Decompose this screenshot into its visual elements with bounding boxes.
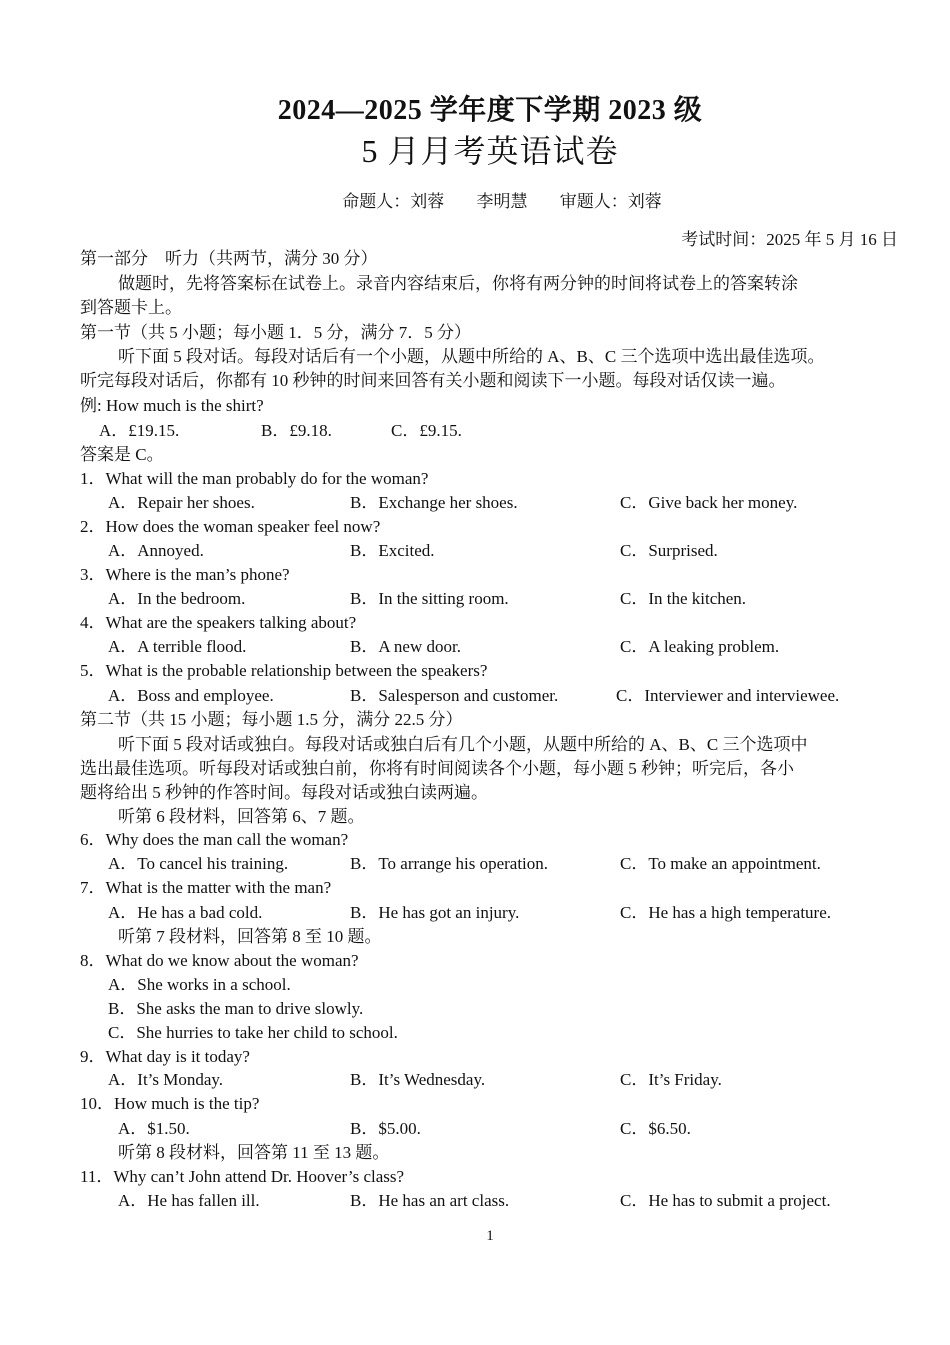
option-b: B．Salesperson and customer. (350, 686, 559, 705)
page-number: 1 (486, 1228, 494, 1244)
example-answer: 答案是 C。 (80, 445, 164, 464)
option-c: C．In the kitchen. (620, 589, 747, 608)
question: 6．Why does the man call the woman? (80, 830, 349, 849)
question: 4．What are the speakers talking about? (80, 613, 357, 632)
example-question: 例: How much is the shirt? (80, 396, 264, 415)
example-option-b: B．£9.18. (261, 421, 332, 440)
example-option-c: C．£9.15. (391, 421, 462, 440)
option-a: A．Annoyed. (108, 541, 204, 560)
option-c: C．To make an appointment. (620, 854, 821, 873)
option-b: B．He has got an injury. (350, 903, 520, 922)
option-b: B．He has an art class. (350, 1191, 510, 1210)
section1-heading: 第一节（共 5 小题；每小题 1．5 分，满分 7．5 分） (80, 323, 471, 342)
option-a: A．He has a bad cold. (108, 903, 263, 922)
question: 10．How much is the tip? (80, 1094, 260, 1113)
exam-title-line2: 5 月月考英语试卷 (361, 133, 619, 169)
option-b: B．In the sitting room. (350, 589, 509, 608)
option-c: C．He has to submit a project. (620, 1191, 831, 1210)
option-c: C．Give back her money. (620, 493, 798, 512)
option-b: B．To arrange his operation. (350, 854, 549, 873)
option-b: B．She asks the man to drive slowly. (108, 999, 364, 1018)
section2-instruction: 听下面 5 段对话或独白。每段对话或独白后有几个小题，从题中所给的 A、B、C 三个选项中 (118, 735, 808, 754)
question: 7．What is the matter with the man? (80, 878, 332, 897)
section2-heading: 第二节（共 15 小题；每小题 1.5 分，满分 22.5 分） (80, 710, 463, 729)
section2-instruction: 选出最佳选项。听每段对话或独白前，你将有时间阅读各个小题，每小题 5 秒钟；听完后，各小 (80, 759, 794, 778)
option-a: A．In the bedroom. (108, 589, 246, 608)
option-c: C．It’s Friday. (620, 1070, 722, 1089)
part1-heading: 第一部分 听力（共两节，满分 30 分） (80, 249, 378, 268)
option-c: C．He has a high temperature. (620, 903, 832, 922)
option-a: A．It’s Monday. (108, 1070, 224, 1089)
question: 1．What will the man probably do for the woman? (80, 469, 429, 488)
option-b: B．Exchange her shoes. (350, 493, 518, 512)
option-a: A．A terrible flood. (108, 637, 247, 656)
setter-1: 命题人：刘蓉 (342, 192, 445, 211)
exam-time: 考试时间：2025 年 5 月 16 日 (681, 230, 898, 249)
question: 9．What day is it today? (80, 1047, 250, 1066)
question: 8．What do we know about the woman? (80, 951, 359, 970)
material-7-note: 听第 7 段材料，回答第 8 至 10 题。 (118, 927, 382, 946)
question: 2．How does the woman speaker feel now? (80, 517, 381, 536)
option-a: A．He has fallen ill. (118, 1191, 260, 1210)
option-b: B．$5.00. (350, 1119, 421, 1138)
option-b: B．Excited. (350, 541, 435, 560)
option-b: B．It’s Wednesday. (350, 1070, 486, 1089)
option-a: A．Boss and employee. (108, 686, 274, 705)
setter-2: 李明慧 (476, 192, 528, 211)
option-c: C．A leaking problem. (620, 637, 780, 656)
section1-instruction: 听完每段对话后，你都有 10 秒钟的时间来回答有关小题和阅读下一小题。每段对话仅读一遍。 (80, 371, 786, 390)
material-6-note: 听第 6 段材料，回答第 6、7 题。 (118, 807, 365, 826)
option-a: A．She works in a school. (108, 975, 291, 994)
option-c: C．Surprised. (620, 541, 718, 560)
example-option-a: A．£19.15. (99, 421, 180, 440)
part1-instruction: 做题时，先将答案标在试卷上。录音内容结束后，你将有两分钟的时间将试卷上的答案转涂 (118, 274, 798, 293)
option-a: A．Repair her shoes. (108, 493, 255, 512)
reviewer: 审题人：刘蓉 (559, 192, 662, 211)
part1-instruction: 到答题卡上。 (80, 298, 182, 317)
question: 3．Where is the man’s phone? (80, 565, 290, 584)
exam-title-line1: 2024—2025 学年度下学期 2023 级 (277, 95, 703, 126)
option-a: A．$1.50. (118, 1119, 190, 1138)
question: 11．Why can’t John attend Dr. Hoover’s class? (80, 1167, 405, 1186)
authors-line (0, 187, 950, 212)
option-a: A．To cancel his training. (108, 854, 289, 873)
option-c: C．She hurries to take her child to school. (108, 1023, 398, 1042)
material-8-note: 听第 8 段材料，回答第 11 至 13 题。 (118, 1143, 390, 1162)
question: 5．What is the probable relationship between the speakers? (80, 661, 488, 680)
option-c: C．Interviewer and interviewee. (616, 686, 840, 705)
section2-instruction: 题将给出 5 秒钟的作答时间。每段对话或独白读两遍。 (80, 783, 488, 802)
option-b: B．A new door. (350, 637, 461, 656)
option-c: C．$6.50. (620, 1119, 691, 1138)
section1-instruction: 听下面 5 段对话。每段对话后有一个小题，从题中所给的 A、B、C 三个选项中选出最佳选项。 (118, 347, 825, 366)
